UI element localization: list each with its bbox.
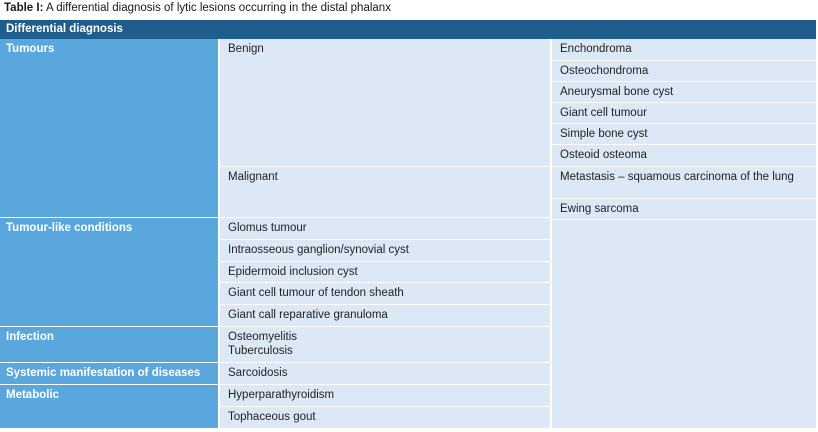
subcategory-benign: Benign	[220, 39, 550, 166]
table-header: Differential diagnosis	[0, 20, 816, 39]
tumour-like-item: Giant call reparative granuloma	[220, 304, 550, 326]
benign-item: Osteochondroma	[552, 60, 816, 81]
caption-text: A differential diagnosis of lytic lesions occurring in the distal phalanx	[43, 2, 391, 14]
differential-diagnosis-table	[0, 20, 816, 428]
infection-items	[220, 326, 550, 362]
infection-item: Tuberculosis	[228, 345, 293, 357]
infection-item: Osteomyelitis	[228, 331, 298, 343]
category-tumour-like: Tumour-like conditions	[0, 217, 218, 326]
category-tumours: Tumours	[0, 39, 218, 217]
caption-label: Table I:	[4, 2, 44, 14]
benign-item: Osteoid osteoma	[552, 144, 816, 166]
tumour-like-item: Giant cell tumour of tendon sheath	[220, 282, 550, 304]
malignant-item: Metastasis – squamous carcinoma of the lung	[552, 166, 816, 198]
table-caption	[4, 2, 391, 14]
benign-item: Enchondroma	[552, 39, 816, 60]
benign-item: Simple bone cyst	[552, 123, 816, 144]
malignant-item: Ewing sarcoma	[552, 198, 816, 219]
empty-cell	[552, 219, 816, 428]
tumour-like-item: Glomus tumour	[220, 217, 550, 239]
category-metabolic: Metabolic	[0, 384, 218, 428]
tumour-like-item: Intraosseous ganglion/synovial cyst	[220, 239, 550, 261]
benign-item: Aneurysmal bone cyst	[552, 81, 816, 102]
benign-item: Giant cell tumour	[552, 102, 816, 123]
category-systemic: Systemic manifestation of diseases	[0, 362, 218, 384]
metabolic-item: Hyperparathyroidism	[220, 384, 550, 406]
metabolic-item: Tophaceous gout	[220, 406, 550, 428]
category-infection: Infection	[0, 326, 218, 362]
systemic-item: Sarcoidosis	[220, 362, 550, 384]
tumour-like-item: Epidermoid inclusion cyst	[220, 261, 550, 282]
subcategory-malignant: Malignant	[220, 166, 550, 217]
